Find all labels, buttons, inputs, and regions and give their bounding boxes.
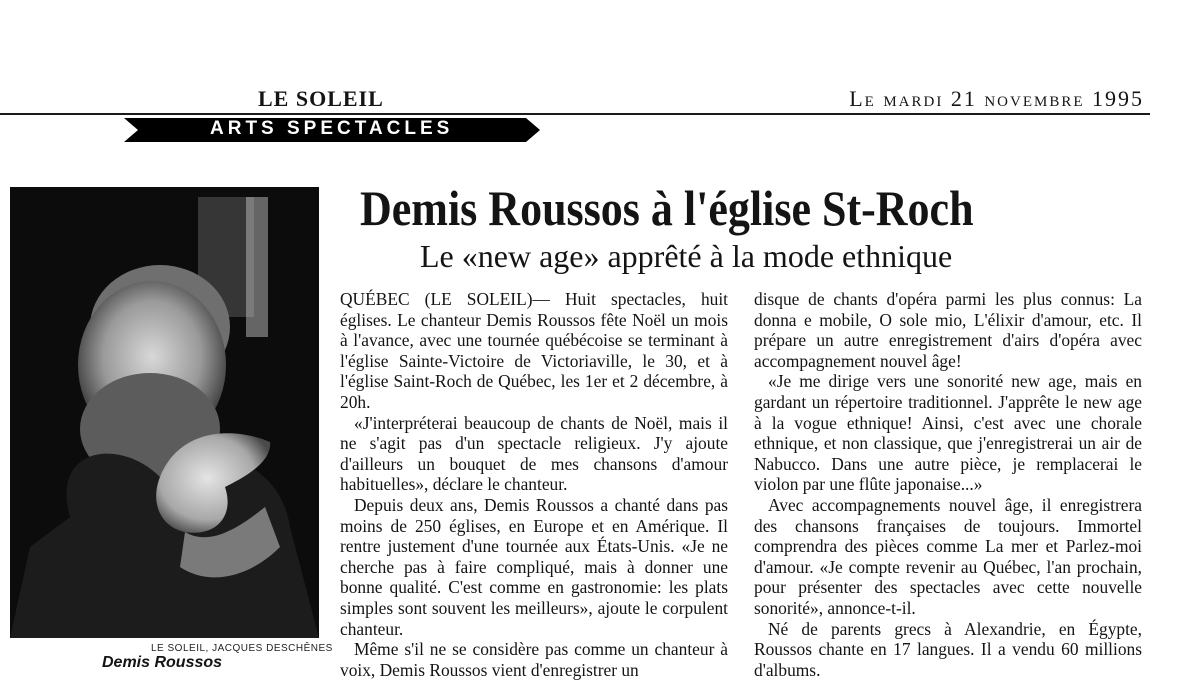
portrait-image [10, 187, 319, 638]
paragraph: disque de chants d'opéra parmi les plus connus: La donna e mobile, O sole mio, L'élixir d'amour, etc. Il prépare un autre enregistrement d'airs d'opéra avec accompagnement nouvel âge! [754, 289, 1142, 371]
article-subheadline: Le «new age» apprêté à la mode ethnique [420, 238, 953, 274]
photo-credit: LE SOLEIL, JACQUES DESCHÊNES [151, 643, 333, 654]
article-headline: Demis Roussos à l'église St-Roch [360, 180, 974, 236]
newspaper-name: LE SOLEIL [258, 86, 384, 111]
portrait-photo [10, 187, 319, 638]
paragraph: Avec accompagnements nouvel âge, il enregistrera des chansons françaises de toujours. Immortel comprendra des pièces comme La mer et Parlez-moi d'amour. «Je compte revenir au Québec, l'an prochain, pour présenter des spectacles avec cette nouvelle sonorité», annonce-t-il. [754, 494, 1142, 618]
paragraph: QUÉBEC (LE SOLEIL)— Huit spectacles, huit églises. Le chanteur Demis Roussos fête Noël un mois à l'avance, avec une tournée québécoise se terminant à l'église Sainte-Victoire de Victoriaville, le 30, et à l'église Saint-Roch de Québec, les 1er et 2 décembre, à 20h. [340, 289, 728, 412]
issue-date: Le mardi 21 novembre 1995 [849, 86, 1144, 111]
paragraph: Depuis deux ans, Demis Roussos a chanté dans pas moins de 250 églises, en Europe et en Amérique. Il rentre justement d'une tournée aux États-Unis. «Je ne cherche pas à faire compliqué, mais à donner une bonne qualité. C'est comme en gastronomie: les plats simples sont souvent les meilleurs», ajoute le corpulent chanteur. [340, 494, 728, 639]
photo-caption: Demis Roussos [102, 654, 223, 671]
article-column-2 [754, 289, 1142, 680]
paragraph: Même s'il ne se considère pas comme un chanteur à voix, Demis Roussos vient d'enregistrer un [340, 639, 728, 680]
paragraph: «Je me dirige vers une sonorité new age, mais en gardant un répertoire traditionnel. J'apprête le new age à la vogue ethnique! Ainsi, c'est avec une chorale ethnique, et non classique, que j'enregistrerai un air de Nabucco. Dans une autre pièce, je remplacerai le violon par une flûte japonaise...» [754, 371, 1142, 495]
paragraph: Né de parents grecs à Alexandrie, en Égypte, Roussos chante en 17 langues. Il a vendu 60 millions d'albums. [754, 618, 1142, 680]
section-label: ARTS SPECTACLES [210, 118, 454, 139]
article-column-1 [340, 289, 728, 680]
paragraph: «J'interpréterai beaucoup de chants de Noël, mais il ne s'agit pas d'un spectacle religieux. J'y ajoute d'ailleurs un bouquet de mes chansons d'amour habituelles», déclare le chanteur. [340, 412, 728, 495]
